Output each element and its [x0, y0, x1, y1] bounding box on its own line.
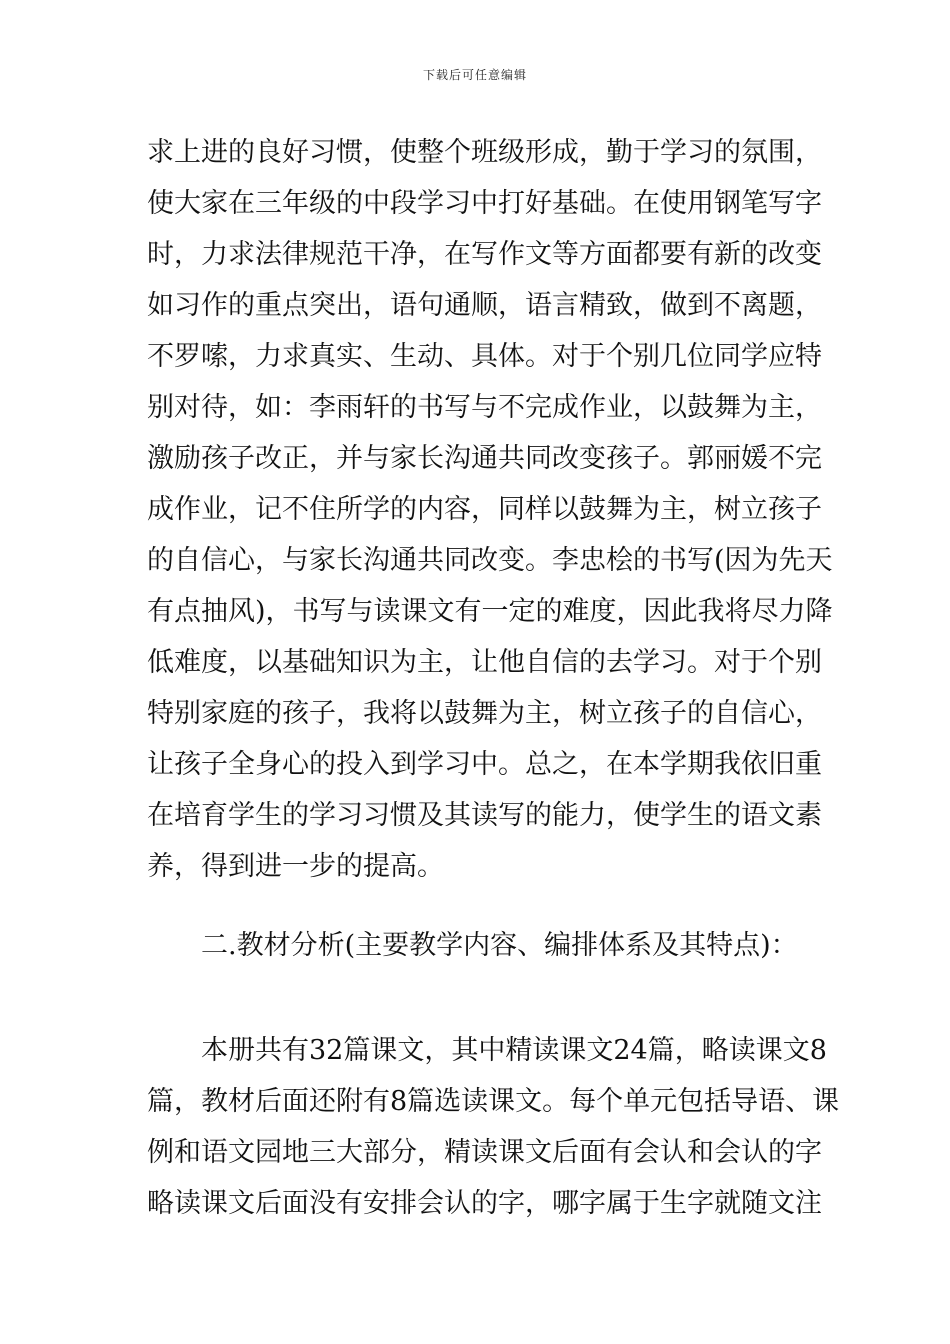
paragraph-line: 别对待，如：李雨轩的书写与不完成作业，以鼓舞为主， — [147, 392, 822, 423]
paragraph-line: 的自信心，与家长沟通共同改变。李忠桧的书写(因为先天 — [147, 545, 833, 576]
paragraph-line: 求上进的良好习惯，使整个班级形成，勤于学习的氛围， — [147, 137, 822, 168]
paragraph-line: 特别家庭的孩子，我将以鼓舞为主，树立孩子的自信心， — [147, 698, 822, 729]
page-header-note: 下载后可任意编辑 — [422, 68, 527, 82]
paragraph-line: 有点抽风)，书写与读课文有一定的难度，因此我将尽力降 — [147, 596, 833, 627]
paragraph-line: 时，力求法律规范干净，在写作文等方面都要有新的改变 — [147, 239, 822, 270]
paragraph-line: 成作业，记不住所学的内容，同样以鼓舞为主，树立孩子 — [147, 494, 822, 525]
paragraph-line: 如习作的重点突出，语句通顺，语言精致，做到不离题， — [147, 290, 822, 321]
body-paragraph-1 — [147, 127, 833, 892]
paragraph-line: 本册共有32篇课文，其中精读课文24篇，略读课文8 — [201, 1035, 827, 1066]
paragraph-line: 使大家在三年级的中段学习中打好基础。在使用钢笔写字 — [147, 188, 822, 219]
body-paragraph-2 — [147, 1025, 840, 1229]
paragraph-line: 激励孩子改正，并与家长沟通共同改变孩子。郭丽媛不完 — [147, 443, 822, 474]
paragraph-line: 低难度，以基础知识为主，让他自信的去学习。对于个别 — [147, 647, 822, 678]
paragraph-line: 例和语文园地三大部分，精读课文后面有会认和会认的字 — [147, 1137, 822, 1168]
paragraph-line: 养，得到进一步的提高。 — [147, 851, 444, 882]
paragraph-line: 篇，教材后面还附有8篇选读课文。每个单元包括导语、课 — [147, 1086, 840, 1117]
paragraph-line: 在培育学生的学习习惯及其读写的能力，使学生的语文素 — [147, 800, 822, 831]
section-heading: 二.教材分析(主要教学内容、编排体系及其特点)： — [201, 930, 798, 961]
paragraph-line: 让孩子全身心的投入到学习中。总之，在本学期我依旧重 — [147, 749, 822, 780]
section-heading-block — [147, 920, 811, 971]
paragraph-line: 不罗嗦，力求真实、生动、具体。对于个别几位同学应特 — [147, 341, 822, 372]
paragraph-line: 略读课文后面没有安排会认的字，哪字属于生字就随文注 — [147, 1188, 822, 1219]
